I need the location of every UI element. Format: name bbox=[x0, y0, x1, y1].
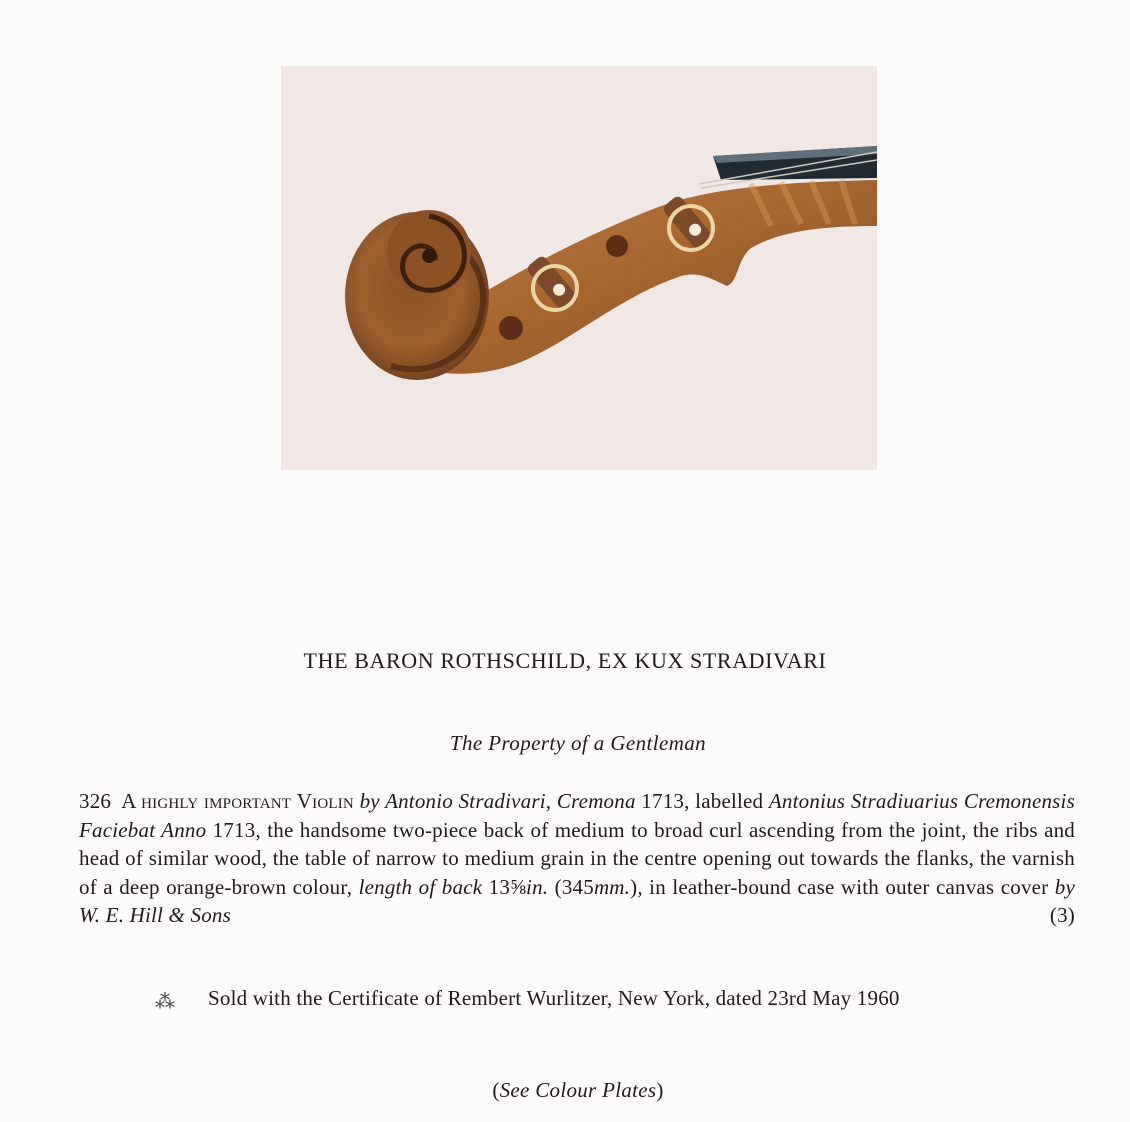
metric-close: ), in leather-bound case with outer canvas cover bbox=[630, 874, 1049, 899]
lot-number: 326 bbox=[79, 789, 112, 813]
case-maker: by W. E. Hill & Sons bbox=[79, 874, 1076, 927]
length-fraction: ⅝ bbox=[510, 874, 527, 899]
length-unit: in. bbox=[526, 874, 549, 899]
length-label: length of back bbox=[358, 874, 483, 899]
metric-unit: mm. bbox=[593, 874, 631, 899]
lot-maker: by Antonio Stradivari, Cremona bbox=[359, 789, 636, 813]
certificate-note bbox=[155, 984, 1077, 1013]
peg-end-1 bbox=[606, 235, 628, 257]
lot-label-text: Antonius Stradiuarius Cremonensis Faciebat Anno bbox=[79, 789, 1075, 842]
item-count: (3) bbox=[1049, 903, 1075, 927]
length-value: 13 bbox=[488, 874, 511, 899]
lot-title-c: Violin bbox=[296, 789, 354, 813]
see-open-paren: ( bbox=[492, 1078, 500, 1102]
lot-description bbox=[79, 787, 1075, 930]
asterism-icon: ⁂ bbox=[155, 991, 175, 1013]
certificate-text: Sold with the Certificate of Rembert Wurlitzer, New York, dated 23rd May 1960 bbox=[208, 986, 900, 1010]
see-colour-plates bbox=[0, 1078, 1130, 1103]
peg-end-2 bbox=[499, 316, 523, 340]
lot-year: 1713, labelled bbox=[641, 789, 764, 813]
lot-title-b: highly important bbox=[141, 789, 292, 813]
lot-heading: THE BARON ROTHSCHILD, EX KUX STRADIVARI bbox=[303, 648, 827, 673]
see-plates-text: See Colour Plates bbox=[499, 1078, 657, 1102]
metric-open: (345 bbox=[554, 874, 594, 899]
violin-scroll-photo bbox=[281, 66, 877, 470]
property-line: The Property of a Gentleman bbox=[449, 731, 707, 755]
lot-title-a: A bbox=[121, 789, 136, 813]
see-close-paren: ) bbox=[656, 1078, 664, 1102]
lot-body: 1713, the handsome two-piece back of medium to broad curl ascending from the joint, the ribs and head of similar wood, the table of narrow to medium grain in the centre opening out towards the flanks, the varnish of a deep orange-brown colour, bbox=[79, 817, 1076, 899]
